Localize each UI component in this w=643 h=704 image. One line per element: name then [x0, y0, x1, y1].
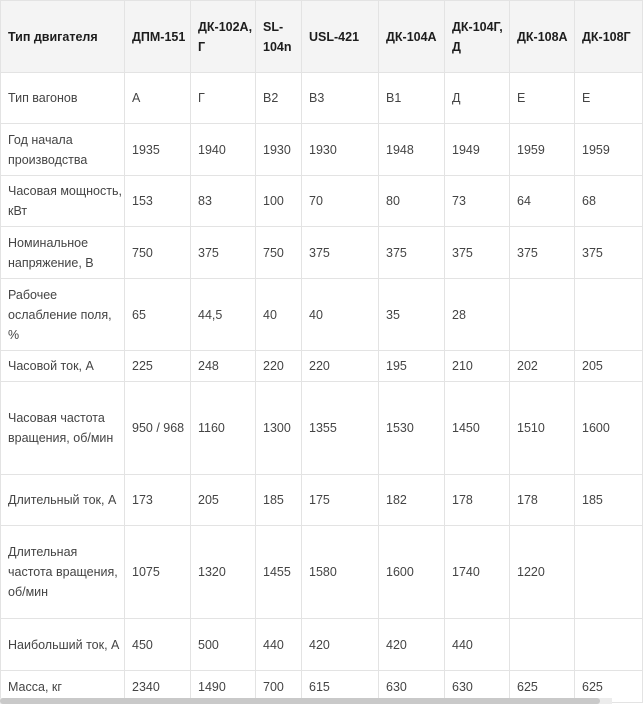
table-cell: 1075 — [125, 526, 191, 619]
table-cell: 2340 — [125, 671, 191, 703]
table-cell: 175 — [302, 475, 379, 526]
table-cell: 1935 — [125, 124, 191, 176]
scrollbar-thumb[interactable] — [0, 698, 600, 704]
table-cell: 1740 — [445, 526, 510, 619]
table-cell: 28 — [445, 279, 510, 351]
table-cell: 375 — [302, 227, 379, 279]
column-header: ДК-108А — [510, 1, 575, 73]
column-header: ДК-108Г — [575, 1, 643, 73]
column-header: ДК-104Г, Д — [445, 1, 510, 73]
table-cell: 1600 — [575, 382, 643, 475]
row-label: Часовая мощность, кВт — [1, 176, 125, 227]
table-row — [1, 351, 643, 382]
table-cell: 1600 — [379, 526, 445, 619]
table-cell: 225 — [125, 351, 191, 382]
table-cell: 70 — [302, 176, 379, 227]
table-cell: 178 — [510, 475, 575, 526]
table-cell: 625 — [575, 671, 643, 703]
table-row — [1, 526, 643, 619]
table-cell: 420 — [302, 619, 379, 671]
table-cell: 700 — [256, 671, 302, 703]
table-cell: 40 — [302, 279, 379, 351]
table-cell: 375 — [191, 227, 256, 279]
table-row — [1, 619, 643, 671]
table-cell: 440 — [256, 619, 302, 671]
table-cell — [575, 279, 643, 351]
table-cell: 1300 — [256, 382, 302, 475]
table-row — [1, 475, 643, 526]
table-cell: В2 — [256, 73, 302, 124]
table-row — [1, 382, 643, 475]
table-cell: 630 — [379, 671, 445, 703]
table-cell: 1160 — [191, 382, 256, 475]
table-cell: В1 — [379, 73, 445, 124]
table-cell: 1355 — [302, 382, 379, 475]
column-header: SL-104n — [256, 1, 302, 73]
table-cell: 195 — [379, 351, 445, 382]
table-cell: Е — [510, 73, 575, 124]
row-label: Номинальное напряжение, В — [1, 227, 125, 279]
table-cell: Г — [191, 73, 256, 124]
table-row — [1, 124, 643, 176]
table-cell: 630 — [445, 671, 510, 703]
table-cell: 248 — [191, 351, 256, 382]
row-label: Наибольший ток, А — [1, 619, 125, 671]
table-cell: Е — [575, 73, 643, 124]
table-cell — [510, 279, 575, 351]
table-cell: 83 — [191, 176, 256, 227]
table-cell: 420 — [379, 619, 445, 671]
table-cell: 35 — [379, 279, 445, 351]
table-cell: 1510 — [510, 382, 575, 475]
table-row — [1, 279, 643, 351]
table-cell: 205 — [575, 351, 643, 382]
table-cell: 40 — [256, 279, 302, 351]
row-label: Часовой ток, А — [1, 351, 125, 382]
table-cell: 1490 — [191, 671, 256, 703]
table-cell: 1959 — [510, 124, 575, 176]
row-label: Год начала производства — [1, 124, 125, 176]
table-cell: 440 — [445, 619, 510, 671]
table-row — [1, 73, 643, 124]
table-cell — [575, 619, 643, 671]
table-header-row — [1, 1, 643, 73]
column-header: ДК-104А — [379, 1, 445, 73]
table-cell: 1940 — [191, 124, 256, 176]
table-cell: 153 — [125, 176, 191, 227]
table-cell: 615 — [302, 671, 379, 703]
horizontal-scrollbar[interactable] — [0, 698, 612, 704]
table-cell: 65 — [125, 279, 191, 351]
table-cell: 375 — [575, 227, 643, 279]
table-cell: 178 — [445, 475, 510, 526]
table-cell: 1320 — [191, 526, 256, 619]
column-header: ДК-102А, Г — [191, 1, 256, 73]
table-cell: 750 — [125, 227, 191, 279]
table-cell: 100 — [256, 176, 302, 227]
table-cell: 1455 — [256, 526, 302, 619]
table-cell: 500 — [191, 619, 256, 671]
column-header: ДПМ-151 — [125, 1, 191, 73]
table-cell: 375 — [379, 227, 445, 279]
table-cell: 73 — [445, 176, 510, 227]
table-cell: 185 — [575, 475, 643, 526]
row-label: Часовая частота вращения, об/мин — [1, 382, 125, 475]
table-cell: 202 — [510, 351, 575, 382]
table-cell: 375 — [445, 227, 510, 279]
table-cell: 1949 — [445, 124, 510, 176]
table-cell: 1930 — [302, 124, 379, 176]
row-label: Длительная частота вращения, об/мин — [1, 526, 125, 619]
table-cell: 375 — [510, 227, 575, 279]
table-cell: 1450 — [445, 382, 510, 475]
table-row — [1, 176, 643, 227]
row-label: Тип вагонов — [1, 73, 125, 124]
table-cell: 450 — [125, 619, 191, 671]
column-header: USL-421 — [302, 1, 379, 73]
table-cell: 210 — [445, 351, 510, 382]
table-cell: 205 — [191, 475, 256, 526]
table-row — [1, 227, 643, 279]
table-cell: 1948 — [379, 124, 445, 176]
table-cell: 68 — [575, 176, 643, 227]
row-label: Масса, кг — [1, 671, 125, 703]
table-cell: 185 — [256, 475, 302, 526]
table-cell — [510, 619, 575, 671]
row-label: Длительный ток, А — [1, 475, 125, 526]
table-cell — [575, 526, 643, 619]
table-cell: 80 — [379, 176, 445, 227]
table-cell: Д — [445, 73, 510, 124]
table-cell: 750 — [256, 227, 302, 279]
table-cell: 182 — [379, 475, 445, 526]
header-engine-type: Тип двигателя — [1, 1, 125, 73]
table-cell: 220 — [302, 351, 379, 382]
table-cell: 44,5 — [191, 279, 256, 351]
table-cell: 220 — [256, 351, 302, 382]
table-cell: 1959 — [575, 124, 643, 176]
table-cell: 1220 — [510, 526, 575, 619]
table-cell: А — [125, 73, 191, 124]
table-cell: 1930 — [256, 124, 302, 176]
row-label: Рабочее ослабление поля, % — [1, 279, 125, 351]
table-cell: 625 — [510, 671, 575, 703]
table-cell: 950 / 968 — [125, 382, 191, 475]
table-cell: 173 — [125, 475, 191, 526]
table-cell: 64 — [510, 176, 575, 227]
table-cell: В3 — [302, 73, 379, 124]
table-cell: 1530 — [379, 382, 445, 475]
table-cell: 1580 — [302, 526, 379, 619]
